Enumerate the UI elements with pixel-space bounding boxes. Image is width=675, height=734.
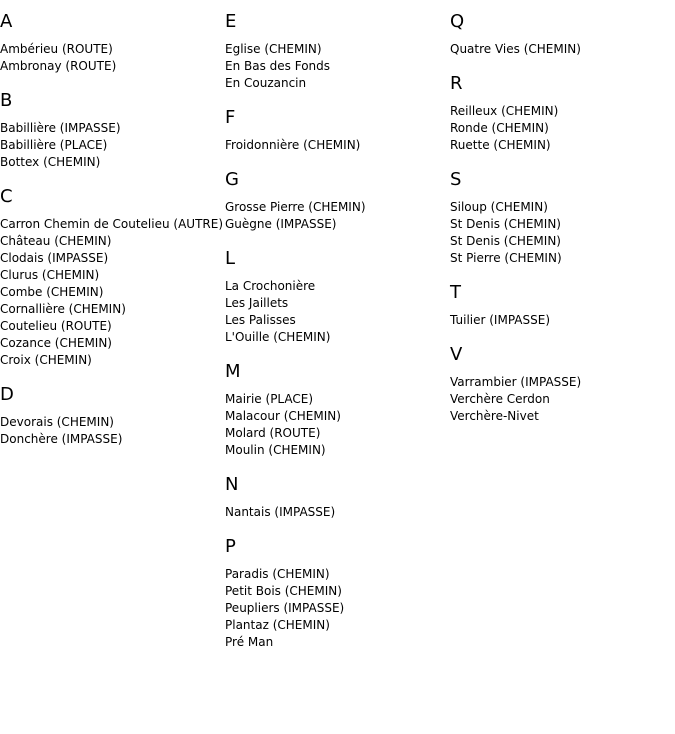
letter-heading: A	[0, 11, 13, 32]
street-item[interactable]: Cornallière (CHEMIN)	[0, 302, 126, 316]
letter-heading: R	[450, 73, 463, 94]
letter-section-f	[225, 107, 450, 154]
street-item[interactable]: Croix (CHEMIN)	[0, 353, 92, 367]
street-item[interactable]: Clodais (IMPASSE)	[0, 251, 109, 265]
street-index-column-1	[0, 0, 225, 448]
street-list	[225, 278, 450, 346]
letter-section-v	[450, 344, 675, 425]
street-list	[0, 41, 225, 75]
street-item[interactable]: Petit Bois (CHEMIN)	[225, 584, 342, 598]
letter-section-c	[0, 186, 225, 369]
street-item[interactable]: Bottex (CHEMIN)	[0, 155, 101, 169]
street-item[interactable]: Nantais (IMPASSE)	[225, 505, 336, 519]
street-item[interactable]: Moulin (CHEMIN)	[225, 443, 326, 457]
street-item[interactable]: Plantaz (CHEMIN)	[225, 618, 330, 632]
street-item[interactable]: Peupliers (IMPASSE)	[225, 601, 345, 615]
street-item[interactable]: Quatre Vies (CHEMIN)	[450, 42, 581, 56]
street-item[interactable]: Carron Chemin de Coutelieu (AUTRE)	[0, 217, 224, 231]
letter-section-n	[225, 474, 450, 521]
street-item[interactable]: Donchère (IMPASSE)	[0, 432, 123, 446]
street-item[interactable]: Clurus (CHEMIN)	[0, 268, 100, 282]
street-item[interactable]: Ruette (CHEMIN)	[450, 138, 551, 152]
street-item[interactable]: Eglise (CHEMIN)	[225, 42, 322, 56]
street-item[interactable]: Pré Man	[225, 635, 274, 649]
street-item[interactable]: Reilleux (CHEMIN)	[450, 104, 559, 118]
letter-section-d	[0, 384, 225, 448]
street-item[interactable]: En Bas des Fonds	[225, 59, 331, 73]
street-item[interactable]: La Crochonière	[225, 279, 316, 293]
street-item[interactable]: Verchère Cerdon	[450, 392, 550, 406]
street-item[interactable]: Verchère-Nivet	[450, 409, 539, 423]
street-list	[225, 137, 450, 154]
street-item[interactable]: Mairie (PLACE)	[225, 392, 314, 406]
street-item[interactable]: Ambronay (ROUTE)	[0, 59, 117, 73]
letter-section-t	[450, 282, 675, 329]
street-list	[0, 216, 225, 369]
letter-heading: P	[225, 536, 236, 557]
letter-section-r	[450, 73, 675, 154]
street-item[interactable]: Les Palisses	[225, 313, 296, 327]
letter-heading: F	[225, 107, 236, 128]
street-item[interactable]: Grosse Pierre (CHEMIN)	[225, 200, 366, 214]
letter-section-q	[450, 11, 675, 58]
street-item[interactable]: Babillière (PLACE)	[0, 138, 108, 152]
letter-heading: D	[0, 384, 14, 405]
street-list	[0, 120, 225, 171]
letter-section-e	[225, 11, 450, 92]
letter-section-l	[225, 248, 450, 346]
letter-heading: T	[450, 282, 461, 303]
street-item[interactable]: Ronde (CHEMIN)	[450, 121, 549, 135]
letter-heading: Q	[450, 11, 465, 32]
street-item[interactable]: Château (CHEMIN)	[0, 234, 112, 248]
letter-heading: B	[0, 90, 13, 111]
street-item[interactable]: Cozance (CHEMIN)	[0, 336, 112, 350]
letter-section-a	[0, 11, 225, 75]
letter-heading: G	[225, 169, 239, 190]
street-item[interactable]: Coutelieu (ROUTE)	[0, 319, 112, 333]
street-item[interactable]: Froidonnière (CHEMIN)	[225, 138, 361, 152]
street-list	[225, 199, 450, 233]
street-list	[225, 41, 450, 92]
street-item[interactable]: L'Ouille (CHEMIN)	[225, 330, 331, 344]
letter-section-s	[450, 169, 675, 267]
letter-heading: E	[225, 11, 237, 32]
letter-section-g	[225, 169, 450, 233]
street-index-column-3	[450, 0, 675, 425]
street-list	[450, 199, 675, 267]
letter-heading: S	[450, 169, 462, 190]
letter-heading: M	[225, 361, 241, 382]
street-list	[450, 374, 675, 425]
street-item[interactable]: Molard (ROUTE)	[225, 426, 321, 440]
street-list	[225, 504, 450, 521]
street-list	[0, 414, 225, 448]
letter-section-m	[225, 361, 450, 459]
street-list	[225, 391, 450, 459]
letter-heading: V	[450, 344, 463, 365]
letter-heading: L	[225, 248, 236, 269]
street-item[interactable]: Varrambier (IMPASSE)	[450, 375, 582, 389]
street-list	[225, 566, 450, 651]
street-list	[450, 41, 675, 58]
street-item[interactable]: Devorais (CHEMIN)	[0, 415, 114, 429]
street-item[interactable]: St Pierre (CHEMIN)	[450, 251, 562, 265]
street-item[interactable]: Tuilier (IMPASSE)	[450, 313, 550, 327]
street-item[interactable]: Babillière (IMPASSE)	[0, 121, 121, 135]
street-item[interactable]: Malacour (CHEMIN)	[225, 409, 341, 423]
street-item[interactable]: Siloup (CHEMIN)	[450, 200, 548, 214]
street-item[interactable]: En Couzancin	[225, 76, 307, 90]
street-item[interactable]: Les Jaillets	[225, 296, 289, 310]
letter-section-b	[0, 90, 225, 171]
street-item[interactable]: Guègne (IMPASSE)	[225, 217, 337, 231]
street-list	[450, 312, 675, 329]
street-item[interactable]: St Denis (CHEMIN)	[450, 234, 561, 248]
letter-heading: N	[225, 474, 239, 495]
street-list	[450, 103, 675, 154]
street-item[interactable]: St Denis (CHEMIN)	[450, 217, 561, 231]
street-item[interactable]: Combe (CHEMIN)	[0, 285, 104, 299]
letter-heading: C	[0, 186, 13, 207]
letter-section-p	[225, 536, 450, 651]
street-item[interactable]: Ambérieu (ROUTE)	[0, 42, 113, 56]
street-index-column-2	[225, 0, 450, 651]
street-item[interactable]: Paradis (CHEMIN)	[225, 567, 330, 581]
